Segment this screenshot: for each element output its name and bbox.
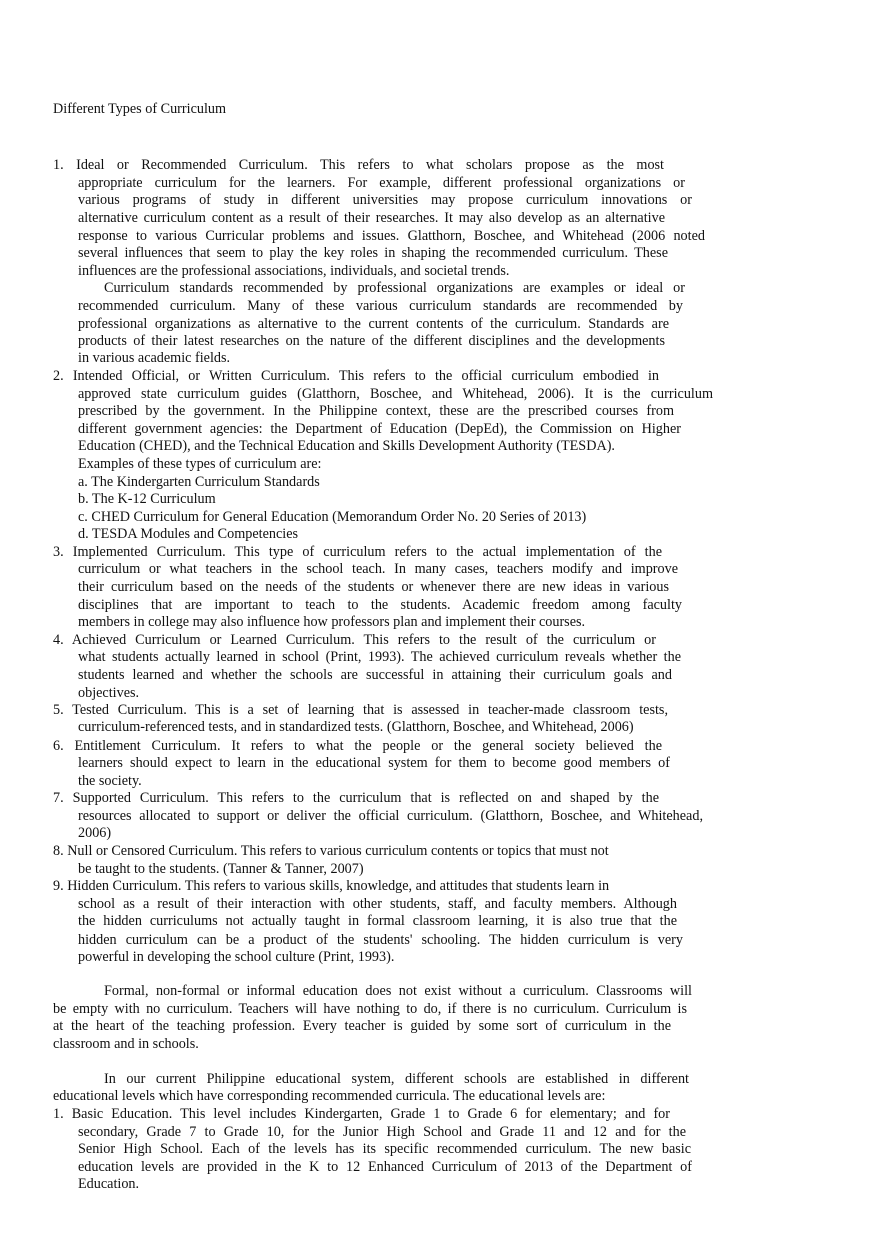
text-line: 4. Achieved Curriculum or Learned Curriculum. This refers to the result of the curriculum or xyxy=(53,632,656,648)
text-line: 2. Intended Official, or Written Curriculum. This refers to the official curriculum embodied in xyxy=(53,368,659,384)
text-line: hidden curriculum can be a product of the students' schooling. The hidden curriculum is very xyxy=(78,932,683,948)
text-line: education levels are provided in the K to 12 Enhanced Curriculum of 2013 of the Department of xyxy=(78,1159,692,1175)
list-item: a. The Kindergarten Curriculum Standards xyxy=(78,474,320,490)
text-line: various programs of study in different universities may propose curriculum innovations or xyxy=(78,192,692,208)
text-line: 8. Null or Censored Curriculum. This refers to various curriculum contents or topics that must not xyxy=(53,843,609,859)
text-line: 1. Basic Education. This level includes Kindergarten, Grade 1 to Grade 6 for elementary; and for xyxy=(53,1106,670,1122)
text-line: classroom and in schools. xyxy=(53,1036,199,1052)
text-line: In our current Philippine educational system, different schools are established in different xyxy=(104,1071,689,1087)
text-line: at the heart of the teaching profession. Every teacher is guided by some sort of curriculum in the xyxy=(53,1018,671,1034)
text-line: several influences that seem to play the key roles in shaping the recommended curriculum. These xyxy=(78,245,668,261)
text-line: 2006) xyxy=(78,825,112,841)
text-line: objectives. xyxy=(78,685,140,701)
text-line: 5. Tested Curriculum. This is a set of learning that is assessed in teacher-made classroom tests, xyxy=(53,702,668,718)
text-line: in various academic fields. xyxy=(78,350,231,366)
text-line: powerful in developing the school culture (Print, 1993). xyxy=(78,949,395,965)
text-line: prescribed by the government. In the Philippine context, these are the prescribed courses from xyxy=(78,403,674,419)
text-line: approved state curriculum guides (Glatthorn, Boschee, and Whitehead, 2006). It is the curriculum xyxy=(78,386,713,402)
text-line: school as a result of their interaction with other students, staff, and faculty members. Although xyxy=(78,896,677,912)
text-line: be empty with no curriculum. Teachers will have nothing to do, if there is no curriculum. Curriculum is xyxy=(53,1001,687,1017)
text-line: Formal, non-formal or informal education does not exist without a curriculum. Classrooms will xyxy=(104,983,692,999)
text-line: alternative curriculum content as a result of their researches. It may also develop as an alternative xyxy=(78,210,665,226)
list-item: d. TESDA Modules and Competencies xyxy=(78,526,299,542)
text-line: the society. xyxy=(78,773,142,789)
text-line: response to various Curricular problems and issues. Glatthorn, Boschee, and Whitehead (2006 noted xyxy=(78,228,705,244)
text-line: appropriate curriculum for the learners. For example, different professional organizations or xyxy=(78,175,685,191)
text-line: secondary, Grade 7 to Grade 10, for the Junior High School and Grade 11 and 12 and for the xyxy=(78,1124,686,1140)
list-item: b. The K-12 Curriculum xyxy=(78,491,216,507)
text-line: students learned and whether the schools are successful in attaining their curriculum goals and xyxy=(78,667,672,683)
text-line: professional organizations as alternative to the current contents of the curriculum. Standards are xyxy=(78,316,669,332)
text-line: 6. Entitlement Curriculum. It refers to what the people or the general society believed the xyxy=(53,738,662,754)
text-line: 1. Ideal or Recommended Curriculum. This refers to what scholars propose as the most xyxy=(53,157,664,173)
text-line: be taught to the students. (Tanner & Tanner, 2007) xyxy=(78,861,364,877)
text-line: different government agencies: the Department of Education (DepEd), the Commission on Higher xyxy=(78,421,681,437)
text-line: products of their latest researches on the nature of the different disciplines and the developments xyxy=(78,333,665,349)
text-line: Senior High School. Each of the levels has its specific recommended curriculum. The new basic xyxy=(78,1141,691,1157)
text-line: recommended curriculum. Many of these various curriculum standards are recommended by xyxy=(78,298,683,314)
text-line: educational levels which have corresponding recommended curricula. The educational levels are: xyxy=(53,1088,606,1104)
document-title: Different Types of Curriculum xyxy=(53,101,227,117)
text-line: 7. Supported Curriculum. This refers to the curriculum that is reflected on and shaped by the xyxy=(53,790,659,806)
text-line: 3. Implemented Curriculum. This type of curriculum refers to the actual implementation of the xyxy=(53,544,662,560)
text-line: the hidden curriculums not actually taught in formal classroom learning, it is also true that the xyxy=(78,913,677,929)
text-line: members in college may also influence how professors plan and implement their courses. xyxy=(78,614,586,630)
text-line: Education. xyxy=(78,1176,140,1192)
list-item: c. CHED Curriculum for General Education (Memorandum Order No. 20 Series of 2013) xyxy=(78,509,587,525)
text-line: Education (CHED), and the Technical Education and Skills Development Authority (TESDA). xyxy=(78,438,615,454)
text-line: their curriculum based on the needs of the students or whenever there are new ideas in various xyxy=(78,579,669,595)
text-line: disciplines that are important to teach to the students. Academic freedom among faculty xyxy=(78,597,682,613)
text-line: Examples of these types of curriculum are: xyxy=(78,456,322,472)
text-line: learners should expect to learn in the educational system for them to become good members of xyxy=(78,755,670,771)
text-line: 9. Hidden Curriculum. This refers to various skills, knowledge, and attitudes that students learn in xyxy=(53,878,610,894)
text-line: curriculum or what teachers in the school teach. In many cases, teachers modify and improve xyxy=(78,561,678,577)
text-line: influences are the professional associations, individuals, and societal trends. xyxy=(78,263,510,279)
text-line: resources allocated to support or deliver the official curriculum. (Glatthorn, Boschee, and Whitehead, xyxy=(78,808,703,824)
text-line: Curriculum standards recommended by professional organizations are examples or ideal or xyxy=(104,280,685,296)
text-line: curriculum-referenced tests, and in standardized tests. (Glatthorn, Boschee, and Whitehead, 2006) xyxy=(78,719,634,735)
text-line: what students actually learned in school (Print, 1993). The achieved curriculum reveals whether the xyxy=(78,649,681,665)
